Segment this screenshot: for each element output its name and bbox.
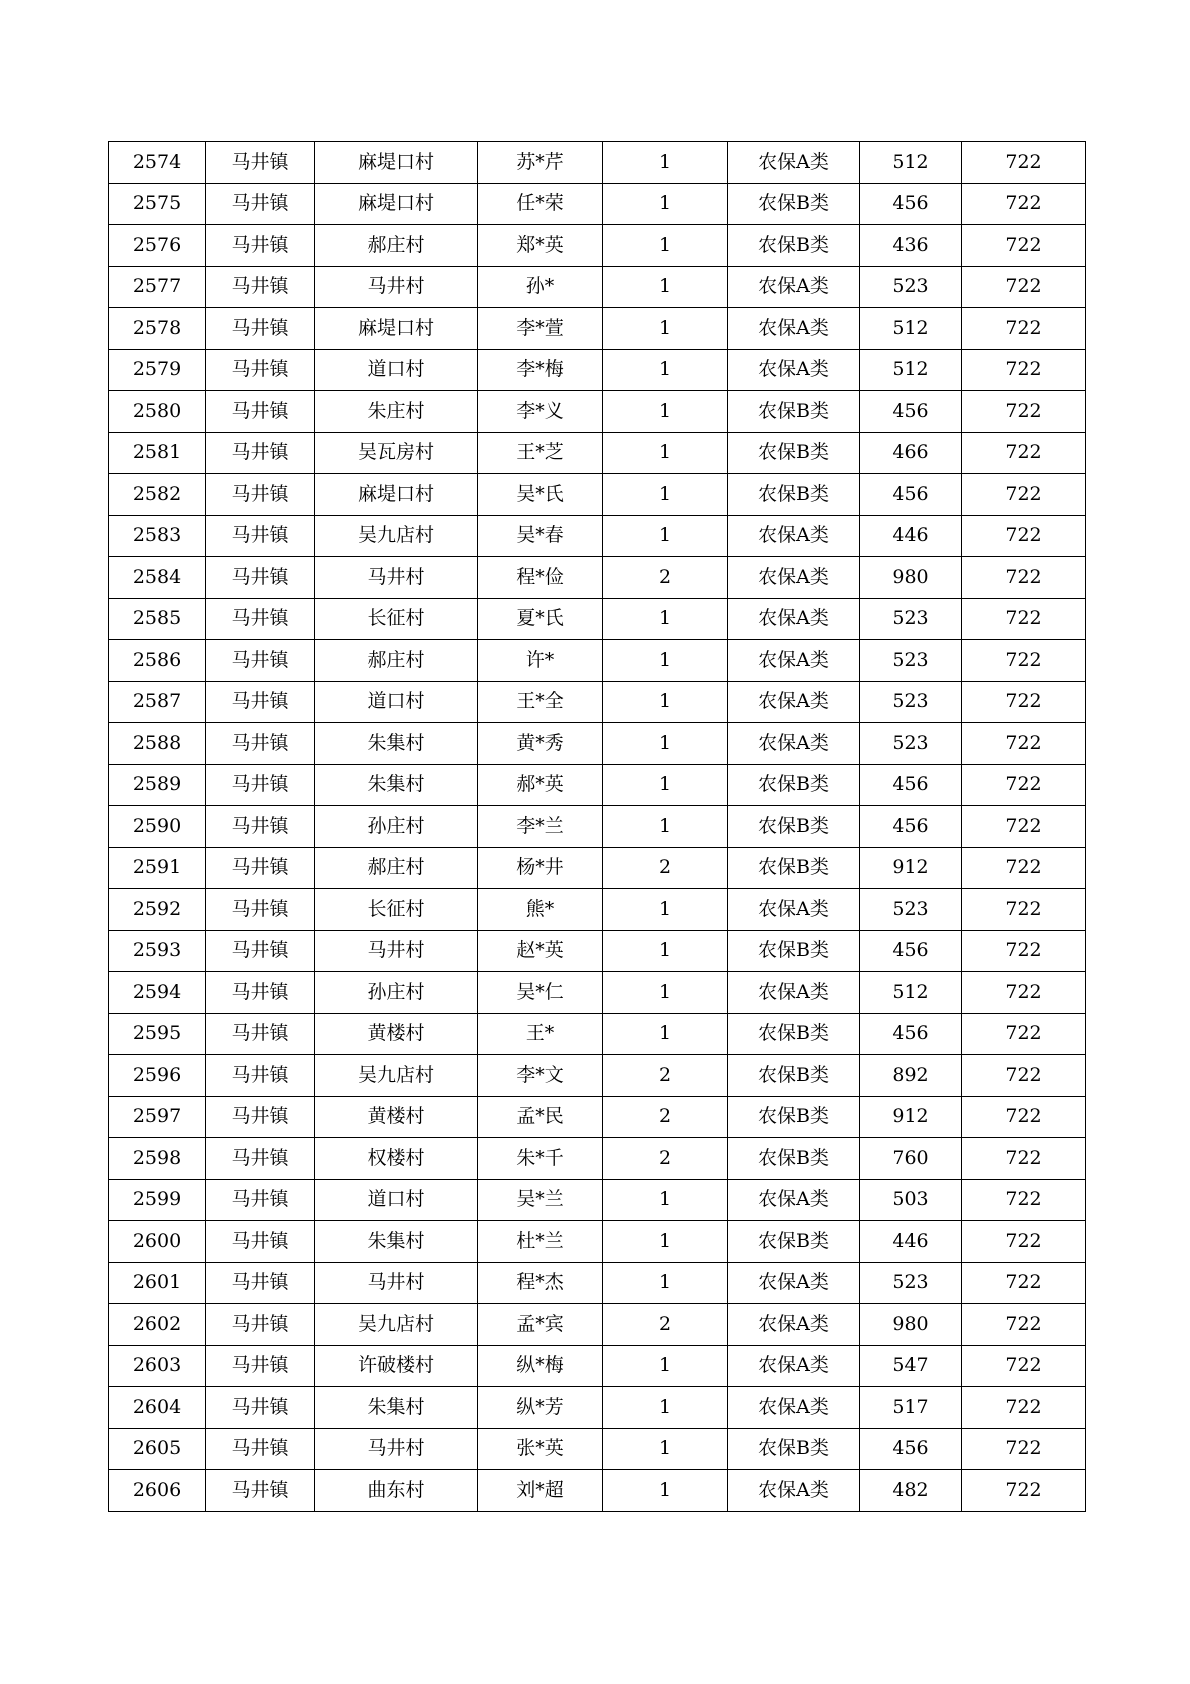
amount-cell: 482 bbox=[860, 1470, 962, 1512]
standard-cell: 722 bbox=[962, 972, 1086, 1014]
amount-cell: 456 bbox=[860, 1428, 962, 1470]
amount-cell: 446 bbox=[860, 1221, 962, 1263]
household-size-cell: 1 bbox=[603, 308, 728, 350]
standard-cell: 722 bbox=[962, 1138, 1086, 1180]
household-size-cell: 1 bbox=[603, 183, 728, 225]
village-cell: 吴瓦房村 bbox=[315, 432, 478, 474]
name-cell: 李*梅 bbox=[478, 349, 603, 391]
town-cell: 马井镇 bbox=[206, 930, 315, 972]
standard-cell: 722 bbox=[962, 1055, 1086, 1097]
village-cell: 黄楼村 bbox=[315, 1013, 478, 1055]
village-cell: 马井村 bbox=[315, 266, 478, 308]
category-cell: 农保B类 bbox=[728, 847, 860, 889]
name-cell: 郑*英 bbox=[478, 225, 603, 267]
village-cell: 马井村 bbox=[315, 1262, 478, 1304]
village-cell: 吴九店村 bbox=[315, 1304, 478, 1346]
village-cell: 吴九店村 bbox=[315, 1055, 478, 1097]
table-row bbox=[109, 806, 1086, 848]
standard-cell: 722 bbox=[962, 1387, 1086, 1429]
table-row bbox=[109, 1179, 1086, 1221]
town-cell: 马井镇 bbox=[206, 474, 315, 516]
name-cell: 赵*英 bbox=[478, 930, 603, 972]
serial-number-cell: 2597 bbox=[109, 1096, 206, 1138]
household-size-cell: 1 bbox=[603, 266, 728, 308]
amount-cell: 892 bbox=[860, 1055, 962, 1097]
name-cell: 孟*民 bbox=[478, 1096, 603, 1138]
household-size-cell: 2 bbox=[603, 1096, 728, 1138]
amount-cell: 456 bbox=[860, 764, 962, 806]
amount-cell: 456 bbox=[860, 391, 962, 433]
town-cell: 马井镇 bbox=[206, 1179, 315, 1221]
name-cell: 孙* bbox=[478, 266, 603, 308]
standard-cell: 722 bbox=[962, 557, 1086, 599]
serial-number-cell: 2596 bbox=[109, 1055, 206, 1097]
amount-cell: 523 bbox=[860, 681, 962, 723]
category-cell: 农保A类 bbox=[728, 557, 860, 599]
serial-number-cell: 2599 bbox=[109, 1179, 206, 1221]
category-cell: 农保A类 bbox=[728, 972, 860, 1014]
name-cell: 刘*超 bbox=[478, 1470, 603, 1512]
amount-cell: 436 bbox=[860, 225, 962, 267]
household-size-cell: 1 bbox=[603, 681, 728, 723]
standard-cell: 722 bbox=[962, 806, 1086, 848]
category-cell: 农保B类 bbox=[728, 1013, 860, 1055]
village-cell: 郝庄村 bbox=[315, 847, 478, 889]
table-row bbox=[109, 972, 1086, 1014]
serial-number-cell: 2579 bbox=[109, 349, 206, 391]
household-size-cell: 1 bbox=[603, 806, 728, 848]
category-cell: 农保B类 bbox=[728, 432, 860, 474]
category-cell: 农保A类 bbox=[728, 266, 860, 308]
town-cell: 马井镇 bbox=[206, 1304, 315, 1346]
name-cell: 苏*芹 bbox=[478, 142, 603, 184]
household-size-cell: 2 bbox=[603, 1138, 728, 1180]
category-cell: 农保B类 bbox=[728, 1055, 860, 1097]
village-cell: 权楼村 bbox=[315, 1138, 478, 1180]
category-cell: 农保A类 bbox=[728, 349, 860, 391]
standard-cell: 722 bbox=[962, 930, 1086, 972]
village-cell: 朱集村 bbox=[315, 723, 478, 765]
table-row bbox=[109, 930, 1086, 972]
serial-number-cell: 2601 bbox=[109, 1262, 206, 1304]
category-cell: 农保A类 bbox=[728, 889, 860, 931]
household-size-cell: 1 bbox=[603, 142, 728, 184]
serial-number-cell: 2602 bbox=[109, 1304, 206, 1346]
table-row bbox=[109, 1013, 1086, 1055]
standard-cell: 722 bbox=[962, 1304, 1086, 1346]
name-cell: 熊* bbox=[478, 889, 603, 931]
village-cell: 麻堤口村 bbox=[315, 474, 478, 516]
name-cell: 李*文 bbox=[478, 1055, 603, 1097]
name-cell: 孟*宾 bbox=[478, 1304, 603, 1346]
table-row bbox=[109, 266, 1086, 308]
amount-cell: 456 bbox=[860, 474, 962, 516]
amount-cell: 456 bbox=[860, 930, 962, 972]
category-cell: 农保B类 bbox=[728, 1096, 860, 1138]
table-row bbox=[109, 225, 1086, 267]
amount-cell: 456 bbox=[860, 806, 962, 848]
amount-cell: 517 bbox=[860, 1387, 962, 1429]
table-row bbox=[109, 681, 1086, 723]
amount-cell: 523 bbox=[860, 598, 962, 640]
serial-number-cell: 2581 bbox=[109, 432, 206, 474]
amount-cell: 446 bbox=[860, 515, 962, 557]
standard-cell: 722 bbox=[962, 225, 1086, 267]
household-size-cell: 1 bbox=[603, 1013, 728, 1055]
amount-cell: 512 bbox=[860, 142, 962, 184]
amount-cell: 512 bbox=[860, 308, 962, 350]
village-cell: 马井村 bbox=[315, 1428, 478, 1470]
household-size-cell: 1 bbox=[603, 889, 728, 931]
name-cell: 张*英 bbox=[478, 1428, 603, 1470]
standard-cell: 722 bbox=[962, 847, 1086, 889]
standard-cell: 722 bbox=[962, 183, 1086, 225]
table-row bbox=[109, 557, 1086, 599]
household-size-cell: 1 bbox=[603, 930, 728, 972]
standard-cell: 722 bbox=[962, 681, 1086, 723]
town-cell: 马井镇 bbox=[206, 598, 315, 640]
serial-number-cell: 2585 bbox=[109, 598, 206, 640]
standard-cell: 722 bbox=[962, 723, 1086, 765]
category-cell: 农保B类 bbox=[728, 474, 860, 516]
household-size-cell: 1 bbox=[603, 1428, 728, 1470]
standard-cell: 722 bbox=[962, 889, 1086, 931]
name-cell: 杨*井 bbox=[478, 847, 603, 889]
category-cell: 农保B类 bbox=[728, 225, 860, 267]
village-cell: 孙庄村 bbox=[315, 972, 478, 1014]
serial-number-cell: 2603 bbox=[109, 1345, 206, 1387]
name-cell: 程*俭 bbox=[478, 557, 603, 599]
category-cell: 农保A类 bbox=[728, 142, 860, 184]
standard-cell: 722 bbox=[962, 266, 1086, 308]
name-cell: 许* bbox=[478, 640, 603, 682]
household-size-cell: 1 bbox=[603, 1470, 728, 1512]
serial-number-cell: 2578 bbox=[109, 308, 206, 350]
table-row bbox=[109, 764, 1086, 806]
village-cell: 麻堤口村 bbox=[315, 183, 478, 225]
table-row bbox=[109, 1262, 1086, 1304]
table-row bbox=[109, 1221, 1086, 1263]
serial-number-cell: 2604 bbox=[109, 1387, 206, 1429]
name-cell: 王*全 bbox=[478, 681, 603, 723]
standard-cell: 722 bbox=[962, 474, 1086, 516]
table-row bbox=[109, 847, 1086, 889]
village-cell: 朱庄村 bbox=[315, 391, 478, 433]
town-cell: 马井镇 bbox=[206, 723, 315, 765]
name-cell: 吴*兰 bbox=[478, 1179, 603, 1221]
town-cell: 马井镇 bbox=[206, 391, 315, 433]
standard-cell: 722 bbox=[962, 1179, 1086, 1221]
name-cell: 夏*氏 bbox=[478, 598, 603, 640]
town-cell: 马井镇 bbox=[206, 266, 315, 308]
town-cell: 马井镇 bbox=[206, 1096, 315, 1138]
name-cell: 纵*芳 bbox=[478, 1387, 603, 1429]
household-size-cell: 2 bbox=[603, 557, 728, 599]
town-cell: 马井镇 bbox=[206, 432, 315, 474]
name-cell: 程*杰 bbox=[478, 1262, 603, 1304]
household-size-cell: 2 bbox=[603, 847, 728, 889]
amount-cell: 980 bbox=[860, 1304, 962, 1346]
amount-cell: 466 bbox=[860, 432, 962, 474]
name-cell: 吴*仁 bbox=[478, 972, 603, 1014]
category-cell: 农保B类 bbox=[728, 1428, 860, 1470]
table-row bbox=[109, 142, 1086, 184]
amount-cell: 503 bbox=[860, 1179, 962, 1221]
name-cell: 郝*英 bbox=[478, 764, 603, 806]
table-row bbox=[109, 1138, 1086, 1180]
serial-number-cell: 2594 bbox=[109, 972, 206, 1014]
table-row bbox=[109, 1428, 1086, 1470]
table-row bbox=[109, 349, 1086, 391]
town-cell: 马井镇 bbox=[206, 142, 315, 184]
category-cell: 农保A类 bbox=[728, 1179, 860, 1221]
town-cell: 马井镇 bbox=[206, 515, 315, 557]
village-cell: 曲东村 bbox=[315, 1470, 478, 1512]
town-cell: 马井镇 bbox=[206, 308, 315, 350]
standard-cell: 722 bbox=[962, 349, 1086, 391]
standard-cell: 722 bbox=[962, 1470, 1086, 1512]
name-cell: 黄*秀 bbox=[478, 723, 603, 765]
village-cell: 吴九店村 bbox=[315, 515, 478, 557]
serial-number-cell: 2600 bbox=[109, 1221, 206, 1263]
standard-cell: 722 bbox=[962, 764, 1086, 806]
amount-cell: 512 bbox=[860, 349, 962, 391]
table-row bbox=[109, 391, 1086, 433]
town-cell: 马井镇 bbox=[206, 1387, 315, 1429]
standard-cell: 722 bbox=[962, 598, 1086, 640]
standard-cell: 722 bbox=[962, 1428, 1086, 1470]
table-row bbox=[109, 1470, 1086, 1512]
standard-cell: 722 bbox=[962, 1096, 1086, 1138]
amount-cell: 456 bbox=[860, 1013, 962, 1055]
village-cell: 朱集村 bbox=[315, 1221, 478, 1263]
standard-cell: 722 bbox=[962, 1013, 1086, 1055]
category-cell: 农保B类 bbox=[728, 930, 860, 972]
serial-number-cell: 2592 bbox=[109, 889, 206, 931]
table-row bbox=[109, 308, 1086, 350]
table-row bbox=[109, 1345, 1086, 1387]
household-size-cell: 1 bbox=[603, 225, 728, 267]
amount-cell: 456 bbox=[860, 183, 962, 225]
household-size-cell: 1 bbox=[603, 1221, 728, 1263]
village-cell: 马井村 bbox=[315, 557, 478, 599]
subsidy-roster-table bbox=[108, 141, 1086, 1512]
category-cell: 农保A类 bbox=[728, 308, 860, 350]
category-cell: 农保B类 bbox=[728, 1221, 860, 1263]
household-size-cell: 2 bbox=[603, 1304, 728, 1346]
name-cell: 李*兰 bbox=[478, 806, 603, 848]
household-size-cell: 1 bbox=[603, 598, 728, 640]
village-cell: 郝庄村 bbox=[315, 640, 478, 682]
household-size-cell: 1 bbox=[603, 474, 728, 516]
serial-number-cell: 2584 bbox=[109, 557, 206, 599]
household-size-cell: 1 bbox=[603, 391, 728, 433]
town-cell: 马井镇 bbox=[206, 972, 315, 1014]
name-cell: 王* bbox=[478, 1013, 603, 1055]
amount-cell: 912 bbox=[860, 847, 962, 889]
town-cell: 马井镇 bbox=[206, 1221, 315, 1263]
category-cell: 农保B类 bbox=[728, 764, 860, 806]
category-cell: 农保A类 bbox=[728, 640, 860, 682]
town-cell: 马井镇 bbox=[206, 681, 315, 723]
amount-cell: 523 bbox=[860, 723, 962, 765]
town-cell: 马井镇 bbox=[206, 806, 315, 848]
town-cell: 马井镇 bbox=[206, 1428, 315, 1470]
household-size-cell: 1 bbox=[603, 723, 728, 765]
name-cell: 纵*梅 bbox=[478, 1345, 603, 1387]
table-row bbox=[109, 1304, 1086, 1346]
table-row bbox=[109, 515, 1086, 557]
town-cell: 马井镇 bbox=[206, 889, 315, 931]
village-cell: 朱集村 bbox=[315, 1387, 478, 1429]
village-cell: 孙庄村 bbox=[315, 806, 478, 848]
town-cell: 马井镇 bbox=[206, 225, 315, 267]
serial-number-cell: 2593 bbox=[109, 930, 206, 972]
name-cell: 王*芝 bbox=[478, 432, 603, 474]
village-cell: 麻堤口村 bbox=[315, 308, 478, 350]
household-size-cell: 1 bbox=[603, 640, 728, 682]
category-cell: 农保A类 bbox=[728, 598, 860, 640]
table-row bbox=[109, 598, 1086, 640]
name-cell: 任*荣 bbox=[478, 183, 603, 225]
serial-number-cell: 2574 bbox=[109, 142, 206, 184]
household-size-cell: 2 bbox=[603, 1055, 728, 1097]
village-cell: 长征村 bbox=[315, 889, 478, 931]
category-cell: 农保B类 bbox=[728, 183, 860, 225]
amount-cell: 523 bbox=[860, 1262, 962, 1304]
household-size-cell: 1 bbox=[603, 1387, 728, 1429]
village-cell: 道口村 bbox=[315, 349, 478, 391]
name-cell: 吴*春 bbox=[478, 515, 603, 557]
household-size-cell: 1 bbox=[603, 1179, 728, 1221]
standard-cell: 722 bbox=[962, 308, 1086, 350]
category-cell: 农保A类 bbox=[728, 1304, 860, 1346]
village-cell: 道口村 bbox=[315, 1179, 478, 1221]
village-cell: 朱集村 bbox=[315, 764, 478, 806]
category-cell: 农保A类 bbox=[728, 1387, 860, 1429]
serial-number-cell: 2595 bbox=[109, 1013, 206, 1055]
name-cell: 朱*千 bbox=[478, 1138, 603, 1180]
serial-number-cell: 2583 bbox=[109, 515, 206, 557]
town-cell: 马井镇 bbox=[206, 1345, 315, 1387]
serial-number-cell: 2575 bbox=[109, 183, 206, 225]
town-cell: 马井镇 bbox=[206, 183, 315, 225]
standard-cell: 722 bbox=[962, 640, 1086, 682]
serial-number-cell: 2606 bbox=[109, 1470, 206, 1512]
category-cell: 农保B类 bbox=[728, 806, 860, 848]
name-cell: 杜*兰 bbox=[478, 1221, 603, 1263]
household-size-cell: 1 bbox=[603, 432, 728, 474]
amount-cell: 912 bbox=[860, 1096, 962, 1138]
category-cell: 农保A类 bbox=[728, 681, 860, 723]
table-row bbox=[109, 1055, 1086, 1097]
serial-number-cell: 2605 bbox=[109, 1428, 206, 1470]
table-row bbox=[109, 640, 1086, 682]
village-cell: 许破楼村 bbox=[315, 1345, 478, 1387]
serial-number-cell: 2591 bbox=[109, 847, 206, 889]
standard-cell: 722 bbox=[962, 1221, 1086, 1263]
serial-number-cell: 2588 bbox=[109, 723, 206, 765]
town-cell: 马井镇 bbox=[206, 1055, 315, 1097]
serial-number-cell: 2587 bbox=[109, 681, 206, 723]
table-row bbox=[109, 183, 1086, 225]
town-cell: 马井镇 bbox=[206, 640, 315, 682]
village-cell: 长征村 bbox=[315, 598, 478, 640]
household-size-cell: 1 bbox=[603, 972, 728, 1014]
village-cell: 道口村 bbox=[315, 681, 478, 723]
amount-cell: 980 bbox=[860, 557, 962, 599]
table-row bbox=[109, 1387, 1086, 1429]
table-row bbox=[109, 474, 1086, 516]
household-size-cell: 1 bbox=[603, 349, 728, 391]
standard-cell: 722 bbox=[962, 515, 1086, 557]
household-size-cell: 1 bbox=[603, 1262, 728, 1304]
standard-cell: 722 bbox=[962, 1262, 1086, 1304]
serial-number-cell: 2589 bbox=[109, 764, 206, 806]
category-cell: 农保A类 bbox=[728, 723, 860, 765]
village-cell: 马井村 bbox=[315, 930, 478, 972]
amount-cell: 512 bbox=[860, 972, 962, 1014]
town-cell: 马井镇 bbox=[206, 1470, 315, 1512]
table-row bbox=[109, 1096, 1086, 1138]
amount-cell: 523 bbox=[860, 266, 962, 308]
serial-number-cell: 2598 bbox=[109, 1138, 206, 1180]
category-cell: 农保B类 bbox=[728, 1138, 860, 1180]
town-cell: 马井镇 bbox=[206, 349, 315, 391]
town-cell: 马井镇 bbox=[206, 764, 315, 806]
name-cell: 吴*氏 bbox=[478, 474, 603, 516]
serial-number-cell: 2576 bbox=[109, 225, 206, 267]
name-cell: 李*萱 bbox=[478, 308, 603, 350]
category-cell: 农保A类 bbox=[728, 1345, 860, 1387]
town-cell: 马井镇 bbox=[206, 557, 315, 599]
roster-body bbox=[109, 142, 1086, 1512]
standard-cell: 722 bbox=[962, 1345, 1086, 1387]
category-cell: 农保A类 bbox=[728, 1470, 860, 1512]
household-size-cell: 1 bbox=[603, 515, 728, 557]
category-cell: 农保A类 bbox=[728, 515, 860, 557]
amount-cell: 523 bbox=[860, 640, 962, 682]
category-cell: 农保A类 bbox=[728, 1262, 860, 1304]
standard-cell: 722 bbox=[962, 142, 1086, 184]
household-size-cell: 1 bbox=[603, 1345, 728, 1387]
amount-cell: 760 bbox=[860, 1138, 962, 1180]
serial-number-cell: 2580 bbox=[109, 391, 206, 433]
town-cell: 马井镇 bbox=[206, 1138, 315, 1180]
village-cell: 郝庄村 bbox=[315, 225, 478, 267]
village-cell: 麻堤口村 bbox=[315, 142, 478, 184]
serial-number-cell: 2577 bbox=[109, 266, 206, 308]
household-size-cell: 1 bbox=[603, 764, 728, 806]
table-row bbox=[109, 723, 1086, 765]
village-cell: 黄楼村 bbox=[315, 1096, 478, 1138]
name-cell: 李*义 bbox=[478, 391, 603, 433]
amount-cell: 547 bbox=[860, 1345, 962, 1387]
amount-cell: 523 bbox=[860, 889, 962, 931]
standard-cell: 722 bbox=[962, 432, 1086, 474]
standard-cell: 722 bbox=[962, 391, 1086, 433]
town-cell: 马井镇 bbox=[206, 847, 315, 889]
serial-number-cell: 2582 bbox=[109, 474, 206, 516]
serial-number-cell: 2586 bbox=[109, 640, 206, 682]
table-row bbox=[109, 889, 1086, 931]
serial-number-cell: 2590 bbox=[109, 806, 206, 848]
table-row bbox=[109, 432, 1086, 474]
town-cell: 马井镇 bbox=[206, 1262, 315, 1304]
town-cell: 马井镇 bbox=[206, 1013, 315, 1055]
category-cell: 农保B类 bbox=[728, 391, 860, 433]
